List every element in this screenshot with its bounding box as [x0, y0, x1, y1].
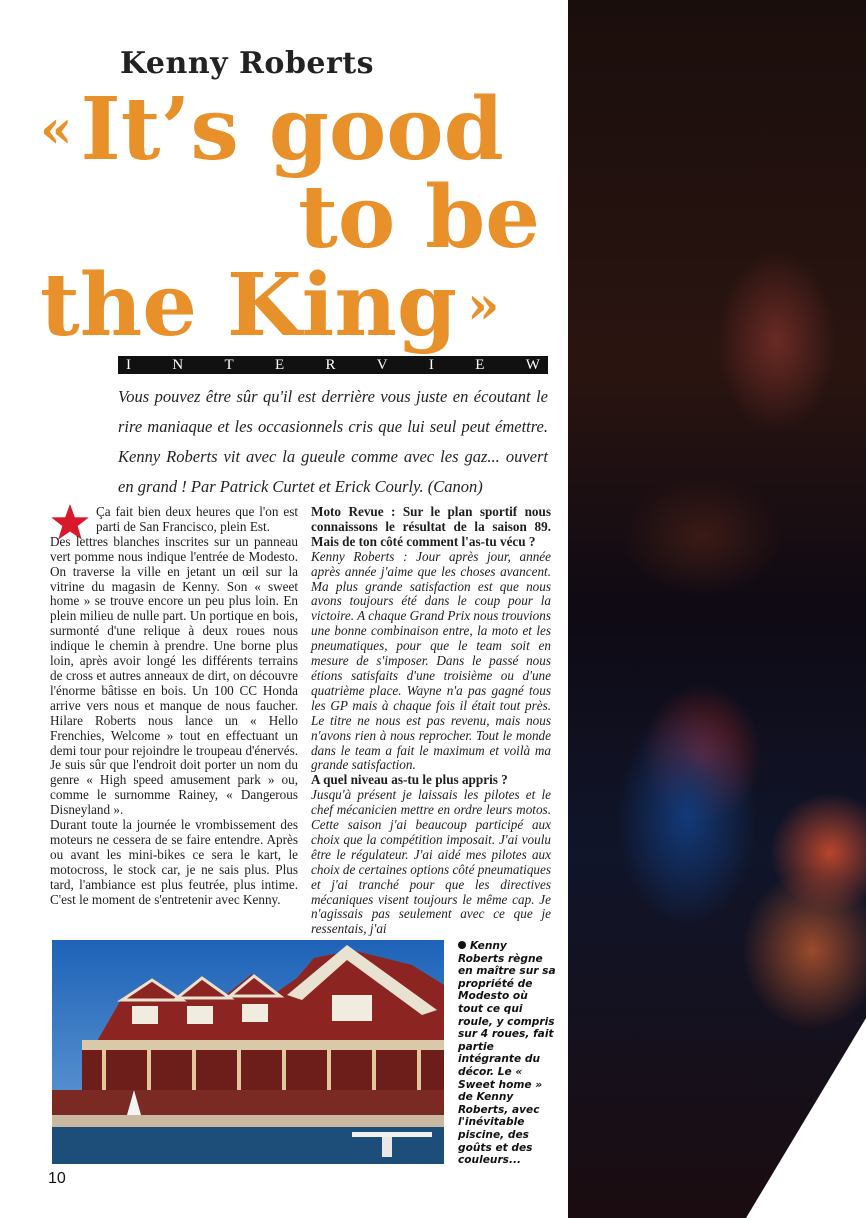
interview-letter: W [525, 356, 540, 373]
body-column-right [311, 505, 551, 937]
interview-answer: Kenny Roberts : Jour après jour, année après année j'aime que les choses avancent. Ma plus grande satisfaction est que nous avons toujours été dans le coup pour la victoire. A chaque Grand Prix nous trouvions une bonne combinaison entre, la moto et les pneumatiques, pour que le team soit en mesure de s'imposer. Dans le passé nous étions satisfaits d'une troisième ou d'une quatrième place. Wayne n'a pas gagné tous les GP mais à chaque fois il était tout près. Le titre ne nous est pas revenu, mais nous n'avons rien à nous reprocher. Tout le monde dans le team a fait le maximum et voilà ma grande satisfaction. [311, 548, 551, 773]
open-quote: « [40, 99, 73, 160]
body-paragraph: Des lettres blanches inscrites sur un panneau vert pomme nous indique l'entrée de Modesto. On traverse la ville en jetant un œil sur la vitrine du magasin de Kenny. Son « sweet home » se trouve encore un peu plus loin. En plein milieu de nulle part. Un portique en bois, surmonté d'une relique à deux roues nous indique le chemin à prendre. Une borne plus loin, après avoir longé les différents terrains de cross et autres anneaux de dirt, on découvre l'énorme bâtisse en bois. Un 100 CC Honda arrive vers nous et manque de nous faucher. Hilare Roberts nous lance un « Hello Frenchies, Welcome » tout en effectuant un demi tour pour rejoindre le troupeau d'énervés. Je suis sûr que l'endroit doit porter un nom du genre « High speed amusement park » ou, comme le surnomme Rainey, « Dangerous Disneyland ». [50, 533, 298, 818]
interview-banner [118, 356, 548, 374]
side-photo-strip [568, 0, 866, 1218]
interview-letter: E [274, 356, 285, 373]
headline-text-1: It’s good [80, 79, 504, 180]
interview-letter: R [325, 356, 336, 373]
house-photo [52, 940, 444, 1164]
headline-text-3: the King [40, 255, 457, 356]
kicker-name: Kenny Roberts [120, 46, 375, 81]
interview-letter: I [126, 356, 131, 373]
page-corner [746, 1018, 866, 1218]
headline-line-1 [40, 79, 560, 180]
intro-paragraph: Vous pouvez être sûr qu'il est derrière vous juste en écoutant le rire maniaque et les occasionnels cris que lui seul peut émettre. Kenny Roberts vit avec la gueule comme avec les gaz... ouvert en grand ! Par Patrick Curtet et Erick Courly. (Canon) [118, 387, 548, 496]
interview-question: Moto Revue : Sur le plan sportif nous connaissons le résultat de la saison 89. Mais de ton côté comment l'as-tu vécu ? [311, 504, 551, 549]
interview-letter: T [224, 356, 234, 373]
interview-letter: E [475, 356, 485, 373]
bullet-icon [458, 941, 466, 949]
body-paragraph: Durant toute la journée le vrombissement des moteurs ne cessera de se faire entendre. Après ou avant les mini-bikes ce sera le kart, le motocross, le stock car, je ne sais plus. Plus tard, l'ambiance est plus feutrée, plus intime. C'est le moment de s'entretenir avec Kenny. [50, 817, 298, 907]
page-number: 10 [48, 1170, 66, 1187]
body-paragraph-opening: Ça fait bien deux heures que l'on est parti de San Francisco, plein Est. [96, 504, 298, 534]
interview-letter: I [428, 356, 434, 373]
caption-text: Kenny Roberts règne en maître sur sa propriété de Modesto où tout ce qui roule, y compris sur 4 roues, fait partie intégrante du décor. Le « Sweet home » de Kenny Roberts, avec l'inévitable piscine, des goûts et des couleurs... [458, 940, 556, 1167]
interview-letter: V [376, 356, 388, 373]
photo-caption [458, 940, 556, 1167]
headline-line-3 [40, 255, 560, 356]
headline-line-2: to be [298, 167, 540, 268]
body-column-left [50, 505, 298, 907]
interview-letter: N [172, 356, 184, 373]
headline [40, 79, 560, 356]
interview-answer: Jusqu'à présent je laissais les pilotes et le chef mécanicien mettre en ordre leurs motos. Cette saison j'ai beaucoup participé aux choix que la compétition imposait. J'ai voulu être le régulateur. J'ai aidé mes pilotes aux choix de certaines options côté pneumatiques et j'ai tranché pour que les directives mécaniques visent toujours le même cap. Je n'agissais pas seulement avec ce que je ressentais, j'ai [311, 787, 551, 937]
interview-question: A quel niveau as-tu le plus appris ? [311, 772, 508, 788]
close-quote: » [466, 275, 500, 336]
